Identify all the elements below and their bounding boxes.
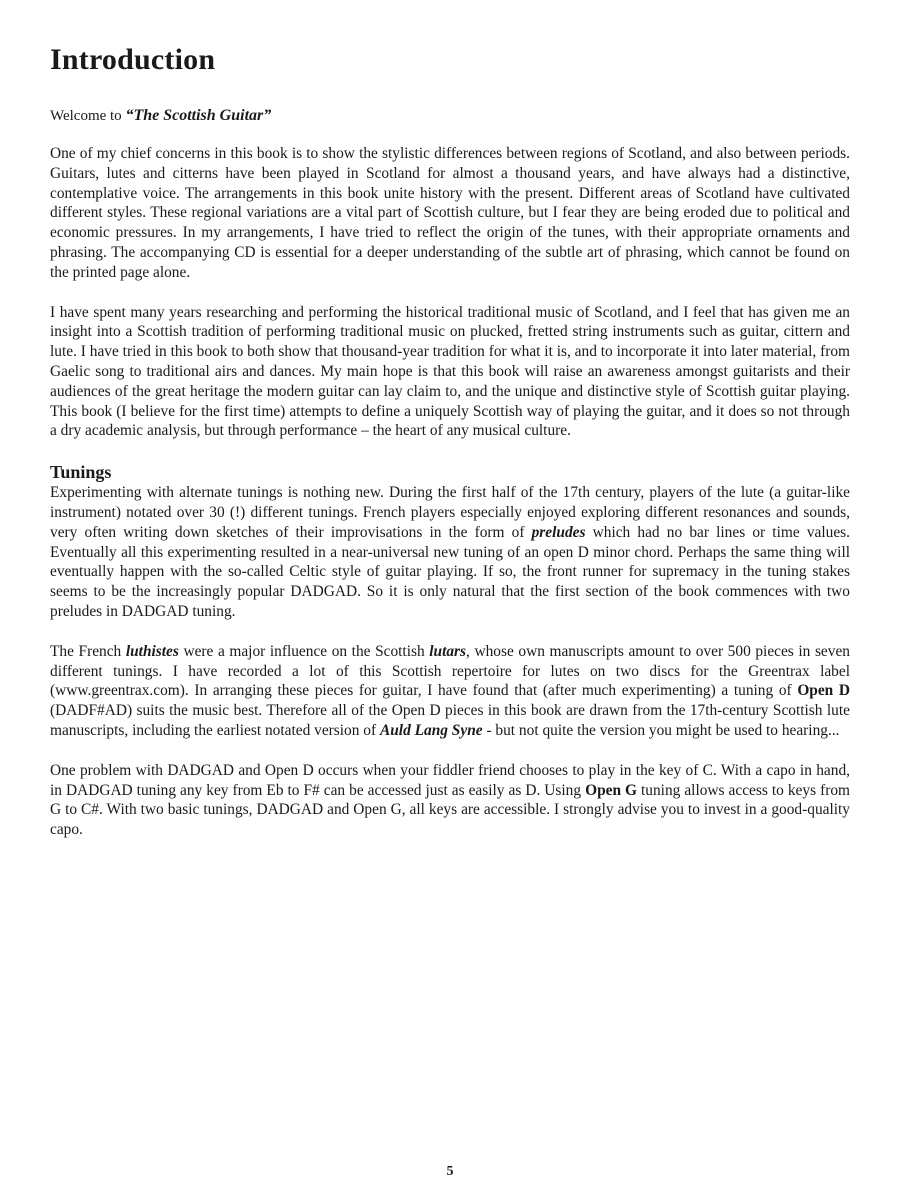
emphasis-luthistes: luthistes [125,642,179,660]
intro-paragraph-2: I have spent many years researching and performing the historical traditional music of Scotland, and I feel that has given me an insight into a Scottish tradition of performing traditional music on plucked, fretted string instruments such as guitar, cittern and lute. I have tried in this book to both show that thousand-year tradition for what it is, and to incorporate it into later material, from Gaelic song to traditional airs and dances. My main hope is that this book will raise an awareness amongst guitarists and their audiences of the great heritage the modern guitar can lay claim to, and the unique and distinctive style of Scottish guitar playing. This book (I believe for the first time) attempts to define a uniquely Scottish way of playing the guitar, and it does so not through a dry academic analysis, but through performance – the heart of any musical culture. [50,303,850,440]
emphasis-preludes: preludes [531,523,586,541]
text-run: - but not quite the version you might be used to hearing... [482,721,840,739]
welcome-prefix: Welcome to [50,108,126,124]
emphasis-auld-lang-syne: Auld Lang Syne [379,721,483,739]
page-number: 5 [446,1164,454,1179]
intro-paragraph-1: One of my chief concerns in this book is to show the stylistic differences between regions of Scotland, and also between periods. Guitars, lutes and citterns have been played in Scotland for almost a thousand years, and have always had a distinctive, contemplative voice. The arrangements in this book unite history with the present. Different areas of Scotland have cultivated different styles. These regional variations are a vital part of Scottish culture, but I fear they are being eroded due to political and economic pressures. In my arrangements, I have tried to reflect the origin of the tunes, with their appropriate ornaments and phrasing. The accompanying CD is essential for a deeper understanding of the subtle art of phrasing, which cannot be found on the printed page alone. [50,145,850,281]
section-heading-tunings: Tunings [50,462,112,483]
bold-open-d: Open D [797,682,850,700]
welcome-line [50,106,850,126]
book-title: “The Scottish Guitar” [125,107,272,124]
text-run: were a major influence on the Scottish [178,642,430,660]
bold-open-g: Open G [585,781,637,799]
tunings-paragraph-1 [50,483,850,622]
page-title: Introduction [50,43,216,76]
text-run: One problem with DADGAD and Open D occurs when your fiddler friend chooses to play in the key of C. With a capo in hand, in DADGAD tuning any key from Eb to F# can be accessed just as easily as D. Using [50,761,850,799]
text-run: Experimenting with alternate tunings is nothing new. During the first half of the 17th century, players of the lute (a guitar-like instrument) notated over 30 (!) different tunings. French players especially enjoyed exploring different resonances and sounds, very often writing down sketches of their improvisations in the form of [50,484,850,541]
text-run: tuning allows access to keys from G to C#. With two basic tunings, DADGAD and Open G, all keys are accessible. I strongly advise you to invest in a good-quality capo. [50,781,850,839]
document-page [50,40,850,840]
text-run: The French [50,642,126,660]
emphasis-lutars: lutars [429,642,467,660]
text-run: (DADF#AD) suits the music best. Therefore all of the Open D pieces in this book are drawn from the 17th-century Scottish lute manuscripts, including the earliest notated version of [50,702,850,739]
text-run: which had no bar lines or time values. Eventually all this experimenting resulted in a near-universal new tuning of an open D minor chord. Perhaps the same thing will eventually happen with the so-called Celtic style of guitar playing. If so, the front runner for supremacy in the tuning stakes seems to be the increasingly popular DADGAD. So it is only natural that the first section of the book commences with two preludes in DADGAD tuning. [50,523,850,620]
tunings-paragraph-3 [50,761,850,840]
tunings-paragraph-2 [50,642,850,741]
text-run: , whose own manuscripts amount to over 500 pieces in seven different tunings. I have recorded a lot of this Scottish repertoire for lutes on two discs for the Greentrax label (www.greentrax.com). In arranging these pieces for guitar, I have found that (after much experimenting) a tuning of [50,642,850,700]
